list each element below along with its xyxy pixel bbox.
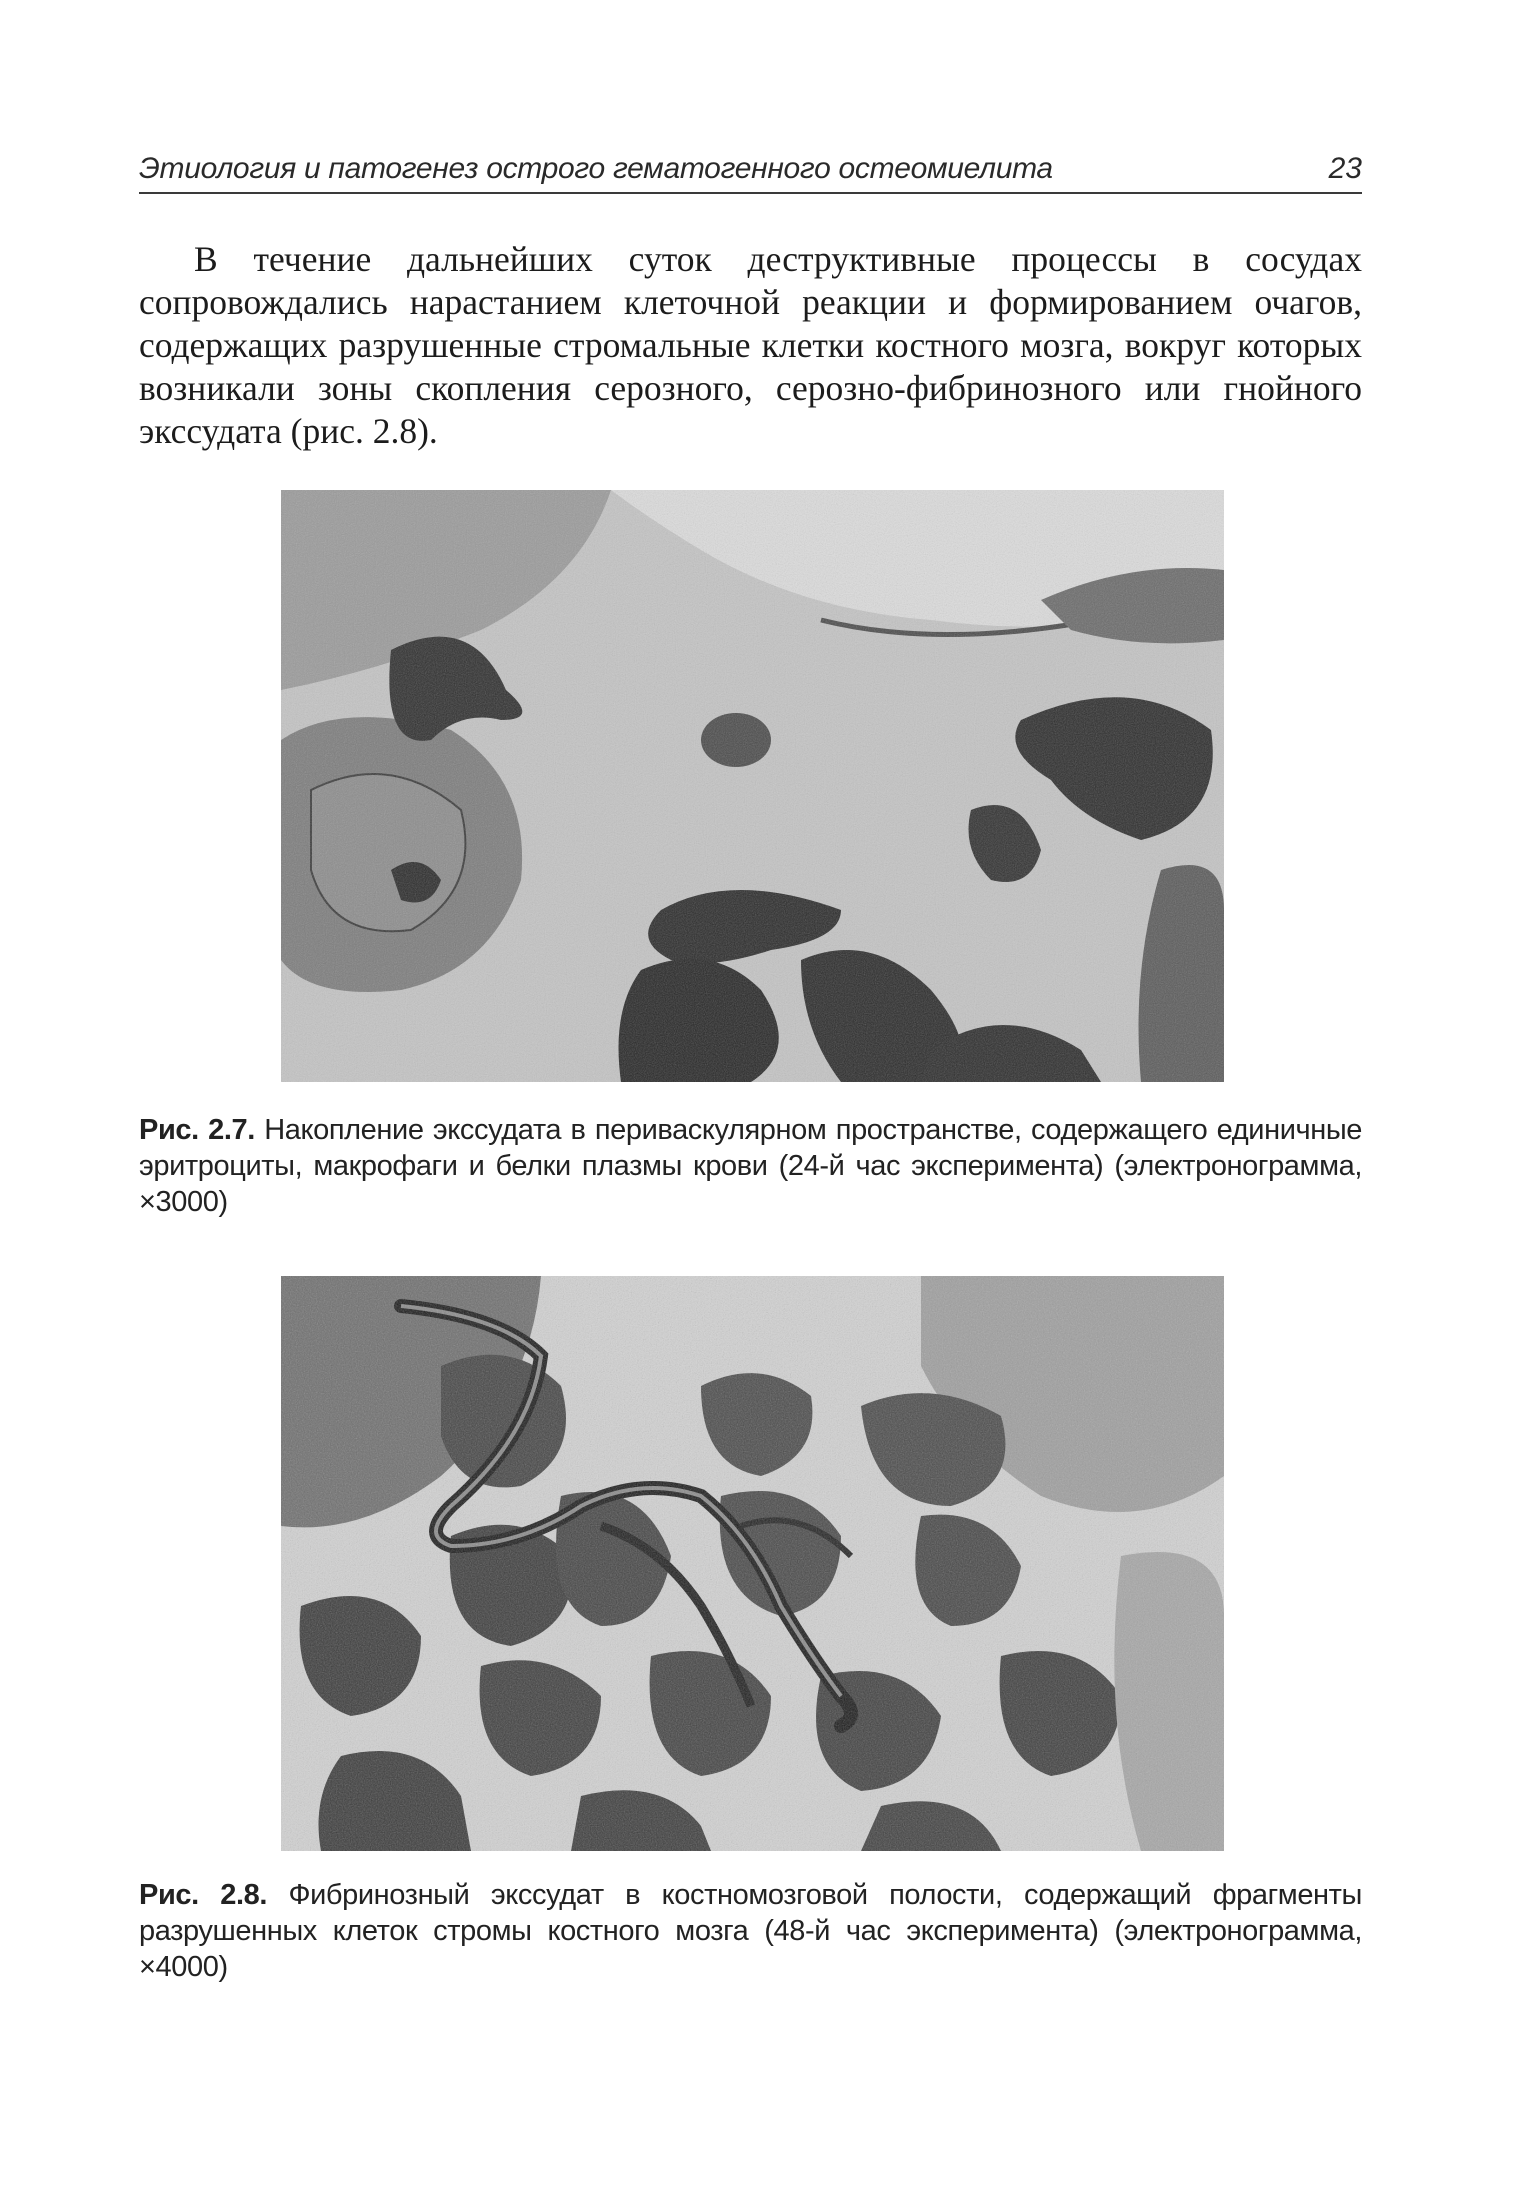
figure-2-7-label: Рис. 2.7. — [139, 1114, 255, 1146]
electron-micrograph-image — [281, 490, 1224, 1082]
figure-2-7-caption-text: Накопление экссудата в периваскулярном пространстве, содержащего единичные эритроциты, макрофаги и белки плазмы крови (24-й час эксперимента) (электронограмма, ×3000) — [139, 1114, 1362, 1218]
body-paragraph: В течение дальнейших суток деструктивные процессы в сосудах сопровождались нарастанием клеточной реакции и формированием очагов, содержащих разрушенные стромальные клетки костного мозга, вокруг которых возникали зоны скопления серозного, серозно-фибринозного или гнойного экссудата (рис. 2.8). — [139, 239, 1362, 451]
running-header-title: Этиология и патогенез острого гематогенного остеомиелита — [139, 152, 1053, 185]
figure-2-8-caption-text: Фибринозный экссудат в костномозговой полости, содержащий фрагменты разрушенных клеток стромы костного мозга (48-й час эксперимента) (электронограмма, ×4000) — [139, 1879, 1362, 1983]
figure-2-8-micrograph — [281, 1276, 1224, 1851]
electron-micrograph-image — [281, 1276, 1224, 1851]
figure-2-7-micrograph — [281, 490, 1224, 1082]
running-header — [139, 148, 1362, 194]
figure-2-7-caption — [139, 1112, 1362, 1220]
figure-2-8-label: Рис. 2.8. — [139, 1879, 267, 1911]
figure-2-8-caption — [139, 1877, 1362, 1985]
page-number: 23 — [1328, 152, 1362, 185]
